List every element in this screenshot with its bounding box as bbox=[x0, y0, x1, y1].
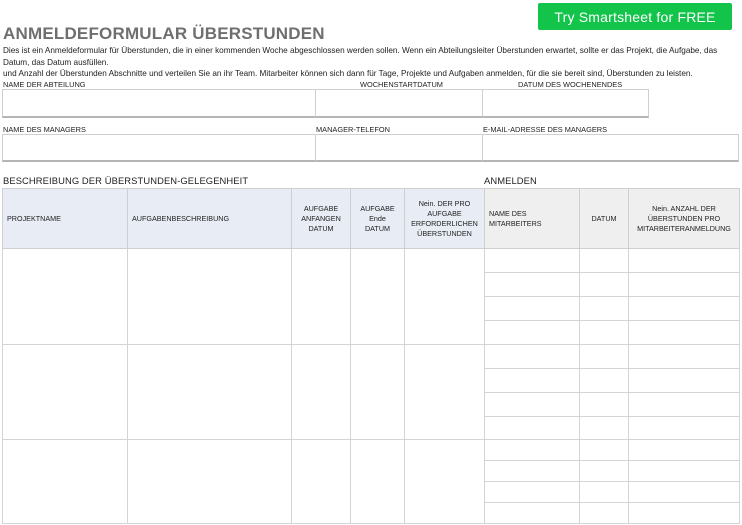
required-hours-cell[interactable] bbox=[405, 440, 485, 524]
manager-phone-label: MANAGER-TELEFON bbox=[316, 125, 390, 134]
table-row bbox=[485, 417, 740, 440]
end-date-cell[interactable] bbox=[351, 440, 405, 524]
manager-name-field[interactable] bbox=[2, 134, 316, 162]
employee-name-cell[interactable] bbox=[485, 249, 580, 273]
signup-date-cell[interactable] bbox=[580, 440, 629, 461]
signup-hours-cell[interactable] bbox=[629, 345, 740, 369]
signup-date-cell[interactable] bbox=[580, 461, 629, 482]
department-field[interactable] bbox=[2, 89, 316, 118]
signup-hours-cell[interactable] bbox=[629, 461, 740, 482]
table-row bbox=[485, 273, 740, 297]
start-date-cell[interactable] bbox=[292, 440, 351, 524]
employee-name-cell[interactable] bbox=[485, 482, 580, 503]
required-hours-header: Nein. DER PRO AUFGABE ERFORDERLICHEN ÜBERSTUNDEN bbox=[405, 189, 485, 249]
employee-name-cell[interactable] bbox=[485, 503, 580, 524]
signup-hours-cell[interactable] bbox=[629, 249, 740, 273]
table-row bbox=[485, 461, 740, 482]
signup-hours-cell[interactable] bbox=[629, 321, 740, 345]
employee-name-cell[interactable] bbox=[485, 461, 580, 482]
signup-hours-cell[interactable] bbox=[629, 273, 740, 297]
manager-phone-field[interactable] bbox=[315, 134, 483, 162]
signup-hours-header: Nein. ANZAHL DER ÜBERSTUNDEN PRO MITARBEITERANMELDUNG bbox=[629, 189, 740, 249]
manager-email-field[interactable] bbox=[482, 134, 739, 162]
signup-date-cell[interactable] bbox=[580, 297, 629, 321]
task-description-cell[interactable] bbox=[128, 345, 292, 440]
page-title: ANMELDEFORMULAR ÜBERSTUNDEN bbox=[3, 24, 325, 43]
end-date-cell[interactable] bbox=[351, 345, 405, 440]
manager-name-label: NAME DES MANAGERS bbox=[3, 125, 86, 134]
weekend-date-field[interactable] bbox=[482, 89, 649, 118]
signup-hours-cell[interactable] bbox=[629, 440, 740, 461]
table-row bbox=[485, 440, 740, 461]
week-start-label: WOCHENSTARTDATUM bbox=[360, 80, 443, 89]
manager-email-label: E-MAIL-ADRESSE DES MANAGERS bbox=[483, 125, 608, 134]
intro-line-1: Dies ist ein Anmeldeformular für Überstunden, die in einer kommenden Woche abgeschlossen werden sollen. Wenn ein Abteilungsleiter Überstunden erwartet, sollte er das Projekt, die Aufgabe, das Datum, das Datum ausfüllen. bbox=[3, 46, 718, 67]
signup-date-cell[interactable] bbox=[580, 273, 629, 297]
opportunity-table bbox=[2, 188, 485, 524]
signup-date-cell[interactable] bbox=[580, 393, 629, 417]
employee-name-cell[interactable] bbox=[485, 393, 580, 417]
employee-name-cell[interactable] bbox=[485, 345, 580, 369]
employee-name-header: NAME DES MITARBEITERS bbox=[485, 189, 580, 249]
signup-date-cell[interactable] bbox=[580, 369, 629, 393]
signup-date-cell[interactable] bbox=[580, 249, 629, 273]
start-date-cell[interactable] bbox=[292, 249, 351, 345]
try-smartsheet-button[interactable]: Try Smartsheet for FREE bbox=[538, 3, 732, 30]
task-description-header: AUFGABENBESCHREIBUNG bbox=[128, 189, 292, 249]
signup-date-cell[interactable] bbox=[580, 321, 629, 345]
signup-hours-cell[interactable] bbox=[629, 482, 740, 503]
signup-date-cell[interactable] bbox=[580, 482, 629, 503]
signup-hours-cell[interactable] bbox=[629, 369, 740, 393]
signup-hours-cell[interactable] bbox=[629, 503, 740, 524]
signup-date-cell[interactable] bbox=[580, 345, 629, 369]
table-row bbox=[485, 369, 740, 393]
table-row bbox=[485, 297, 740, 321]
start-date-cell[interactable] bbox=[292, 345, 351, 440]
end-date-cell[interactable] bbox=[351, 249, 405, 345]
signup-hours-cell[interactable] bbox=[629, 297, 740, 321]
required-hours-cell[interactable] bbox=[405, 345, 485, 440]
department-label: NAME DER ABTEILUNG bbox=[3, 80, 86, 89]
project-name-header: PROJEKTNAME bbox=[3, 189, 128, 249]
table-row bbox=[3, 345, 485, 440]
signup-table bbox=[484, 188, 740, 524]
required-hours-cell[interactable] bbox=[405, 249, 485, 345]
task-description-cell[interactable] bbox=[128, 249, 292, 345]
task-description-cell[interactable] bbox=[128, 440, 292, 524]
table-row bbox=[3, 440, 485, 524]
table-row bbox=[485, 345, 740, 369]
employee-name-cell[interactable] bbox=[485, 297, 580, 321]
signup-hours-cell[interactable] bbox=[629, 417, 740, 440]
table-row bbox=[485, 393, 740, 417]
intro-line-2: und Anzahl der Überstunden Abschnitte und verteilen Sie an ihr Team. Mitarbeiter können sich dann für Tage, Projekte und Aufgaben anmelden, für die sie bereit sind, Überstunden zu leisten. bbox=[3, 69, 693, 78]
table-row bbox=[485, 321, 740, 345]
employee-name-cell[interactable] bbox=[485, 369, 580, 393]
signup-date-cell[interactable] bbox=[580, 503, 629, 524]
table-row bbox=[485, 482, 740, 503]
weekend-date-label: DATUM DES WOCHENENDES bbox=[518, 80, 623, 89]
intro-text bbox=[3, 45, 739, 80]
table-row bbox=[485, 249, 740, 273]
task-start-date-header: AUFGABE ANFANGEN DATUM bbox=[292, 189, 351, 249]
table-row bbox=[485, 503, 740, 524]
project-name-cell[interactable] bbox=[3, 440, 128, 524]
task-end-date-header: AUFGABE Ende DATUM bbox=[351, 189, 405, 249]
employee-name-cell[interactable] bbox=[485, 440, 580, 461]
opportunity-section-title: BESCHREIBUNG DER ÜBERSTUNDEN-GELEGENHEIT bbox=[3, 175, 249, 186]
employee-name-cell[interactable] bbox=[485, 273, 580, 297]
signup-hours-cell[interactable] bbox=[629, 393, 740, 417]
employee-name-cell[interactable] bbox=[485, 417, 580, 440]
week-start-field[interactable] bbox=[315, 89, 483, 118]
project-name-cell[interactable] bbox=[3, 249, 128, 345]
signup-date-cell[interactable] bbox=[580, 417, 629, 440]
employee-name-cell[interactable] bbox=[485, 321, 580, 345]
project-name-cell[interactable] bbox=[3, 345, 128, 440]
signup-date-header: DATUM bbox=[580, 189, 629, 249]
table-row bbox=[3, 249, 485, 345]
signup-section-title: ANMELDEN bbox=[484, 175, 537, 186]
